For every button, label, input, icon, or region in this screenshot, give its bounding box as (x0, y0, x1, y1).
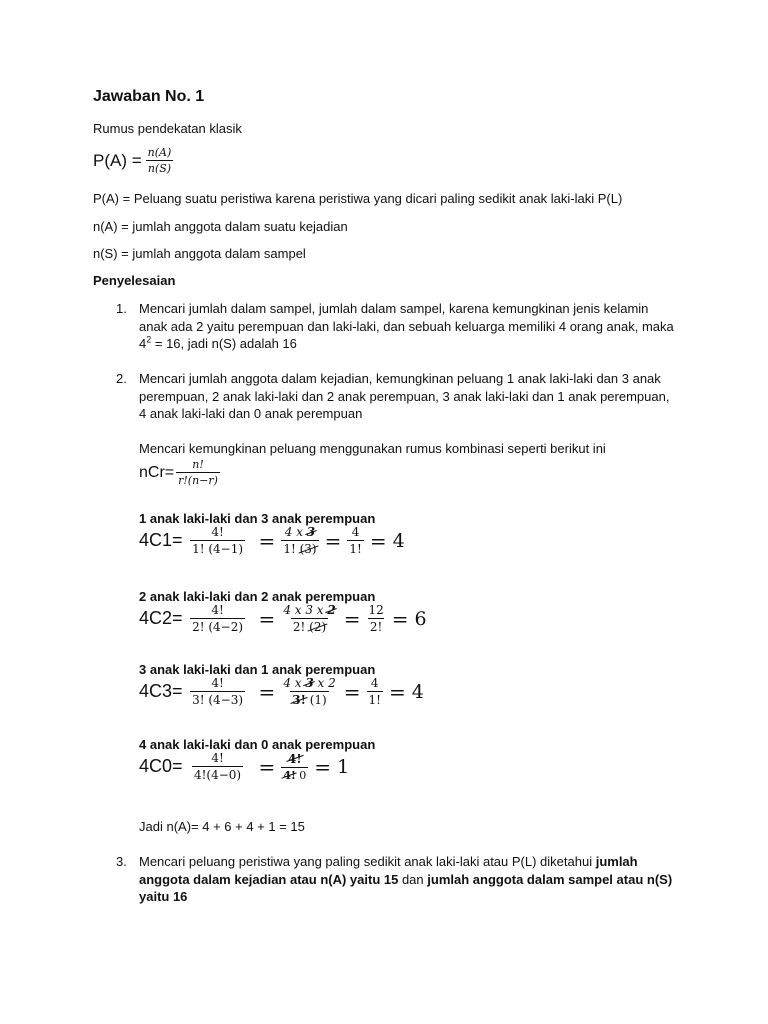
step-3-number: 3. (116, 854, 127, 869)
step-3-line-1-bold: jumlah (595, 854, 638, 869)
step-3-line-2-text: dan (398, 872, 428, 887)
formula-fraction (146, 146, 174, 175)
case-4-f2-den-cancelled: 4! (283, 768, 296, 782)
case-1-fraction-1 (183, 525, 253, 556)
case-2-equation (139, 603, 427, 634)
case-2-f2-num-cancelled: 2 (327, 603, 336, 617)
ncr-lhs: nCr= (139, 463, 175, 481)
step-1-line-3 (139, 335, 297, 352)
equals-sign: = (258, 679, 276, 704)
step-1-line-2: anak ada 2 yaitu perempuan dan laki-laki, dan sebuah keluarga memiliki 4 orang anak, maka (139, 319, 674, 334)
solution-heading: Penyelesaian (93, 273, 176, 288)
power-exponent: 2 (146, 334, 152, 345)
step-2-line-2: perempuan, 2 anak laki-laki dan 2 anak perempuan, 3 anak laki-laki dan 1 anak perempuan, (139, 389, 670, 404)
case-4-f2-den-post: 0 (295, 768, 307, 782)
case-2-fraction-3 (367, 603, 386, 634)
probability-formula (93, 146, 173, 175)
case-1-fraction-3-den: 1! (349, 542, 362, 556)
combination-intro: Mencari kemungkinan peluang menggunakan rumus kombinasi seperti berikut ini (139, 441, 606, 456)
formula-lhs: P(A) = (93, 150, 142, 170)
equals-sign: = (369, 528, 387, 553)
definition-ns: n(S) = jumlah anggota dalam sampel (93, 246, 306, 261)
case-4-fraction-2 (281, 752, 308, 782)
equals-sign: = (258, 754, 276, 779)
case-3-f2-num-post: x 2 (313, 676, 336, 690)
case-1-f2-den-pre: 1! (283, 542, 300, 556)
case-2-fraction-1-den: 2! (4−2) (192, 620, 244, 634)
case-3-fraction-3-den: 1! (368, 693, 381, 707)
case-4-lhs: 4C0= (139, 756, 183, 776)
case-3-f2-num-cancelled: 3 (305, 676, 314, 690)
step-2-line-3: 4 anak laki-laki dan 0 anak perempuan (139, 406, 363, 421)
case-4-equation (139, 751, 349, 782)
equals-sign: = (343, 679, 361, 704)
case-2-f2-den-cancelled: (2) (309, 620, 327, 634)
case-2-heading: 2 anak laki-laki dan 2 anak perempuan (139, 589, 376, 604)
ncr-numerator: n! (192, 458, 204, 471)
ncr-denominator: r!(n−r) (178, 474, 218, 487)
case-1-f2-den-cancelled: (3) (299, 542, 317, 556)
case-3-result: 4 (411, 680, 424, 703)
case-4-f2-num-cancelled: 4! (287, 751, 302, 766)
case-2-fraction-3-num: 12 (368, 603, 384, 617)
case-1-fraction-1-den: 1! (4−1) (192, 542, 244, 556)
formula-numerator: n(A) (147, 146, 172, 159)
case-1-fraction-2 (281, 525, 318, 556)
case-3-f2-den-cancelled: 3! (292, 693, 306, 707)
ncr-fraction (176, 458, 220, 487)
case-2-f2-den-pre: 2! (292, 620, 310, 634)
case-3-fraction-1 (183, 676, 253, 707)
case-1-f2-num-pre: 4 x (284, 525, 307, 539)
case-3-f2-den-post: (1) (305, 693, 327, 707)
step-3-line-2 (139, 871, 672, 888)
total-na: Jadi n(A)= 4 + 6 + 4 + 1 = 15 (139, 819, 305, 834)
step-1-number: 1. (116, 301, 127, 316)
equals-sign: = (324, 528, 342, 553)
equals-sign: = (388, 679, 406, 704)
case-1-fraction-1-num: 4! (211, 525, 224, 539)
case-2-f2-num-pre: 4 x 3 x (283, 603, 328, 617)
equals-sign: = (343, 606, 361, 631)
case-3-heading: 3 anak laki-laki dan 1 anak perempuan (139, 662, 376, 677)
case-1-f2-num-cancelled: 3 (306, 525, 316, 539)
case-4-result: 1 (337, 755, 350, 778)
step-3-line-2-bold-2: jumlah anggota dalam sampel atau n(S) (427, 872, 673, 887)
formula-denominator: n(S) (147, 162, 172, 175)
case-4-fraction-1-num: 4! (211, 751, 224, 765)
case-4-fraction-1-den: 4!(4−0) (193, 768, 242, 782)
case-3-fraction-1-den: 3! (4−3) (192, 693, 244, 707)
step-3-line-1 (139, 853, 638, 870)
case-1-result: 4 (392, 529, 405, 552)
step-2-number: 2. (116, 371, 127, 386)
case-4-heading: 4 anak laki-laki dan 0 anak perempuan (139, 737, 376, 752)
step-1-line-3-rest: = 16, jadi n(S) adalah 16 (151, 336, 297, 351)
case-3-fraction-3-num: 4 (370, 676, 379, 690)
case-2-lhs: 4C2= (139, 608, 183, 628)
case-3-fraction-3 (367, 676, 383, 707)
case-3-f2-num-pre: 4 x (283, 676, 306, 690)
step-2-line-1: Mencari jumlah anggota dalam kejadian, kemungkinan peluang 1 anak laki-laki dan 3 anak (139, 371, 661, 386)
case-2-fraction-2 (281, 603, 337, 634)
step-3-line-2-bold-1: anggota dalam kejadian atau n(A) yaitu 15 (139, 872, 399, 887)
case-3-fraction-1-num: 4! (211, 676, 224, 690)
page-title: Jawaban No. 1 (93, 88, 205, 105)
case-1-fraction-3 (347, 525, 363, 556)
case-4-fraction-1 (183, 751, 253, 782)
combination-formula (139, 458, 220, 487)
power-base: 4 (139, 336, 147, 351)
case-2-fraction-1-num: 4! (211, 603, 224, 617)
equals-sign: = (314, 754, 332, 779)
case-1-lhs: 4C1= (139, 530, 183, 550)
case-3-lhs: 4C3= (139, 681, 183, 701)
case-2-fraction-1 (183, 603, 253, 634)
equals-sign: = (391, 606, 409, 631)
case-2-result: 6 (414, 607, 427, 630)
case-3-fraction-2 (281, 676, 337, 707)
equals-sign: = (258, 528, 276, 553)
case-1-heading: 1 anak laki-laki dan 3 anak perempuan (139, 511, 376, 526)
definition-na: n(A) = jumlah anggota dalam suatu kejadian (93, 219, 348, 234)
case-1-equation (139, 525, 405, 556)
step-3-line-3: yaitu 16 (139, 889, 188, 904)
case-1-fraction-3-num: 4 (351, 525, 360, 539)
subtitle: Rumus pendekatan klasik (93, 121, 242, 136)
case-2-fraction-3-den: 2! (369, 620, 383, 634)
step-3-line-1-text: Mencari peluang peristiwa yang paling sedikit anak laki-laki atau P(L) diketahui (139, 854, 596, 869)
equals-sign: = (258, 606, 276, 631)
definition-pa: P(A) = Peluang suatu peristiwa karena peristiwa yang dicari paling sedikit anak laki-laki P(L) (93, 191, 623, 206)
case-3-equation (139, 676, 424, 707)
step-1-line-1: Mencari jumlah dalam sampel, jumlah dalam sampel, karena kemungkinan jenis kelamin (139, 301, 649, 316)
